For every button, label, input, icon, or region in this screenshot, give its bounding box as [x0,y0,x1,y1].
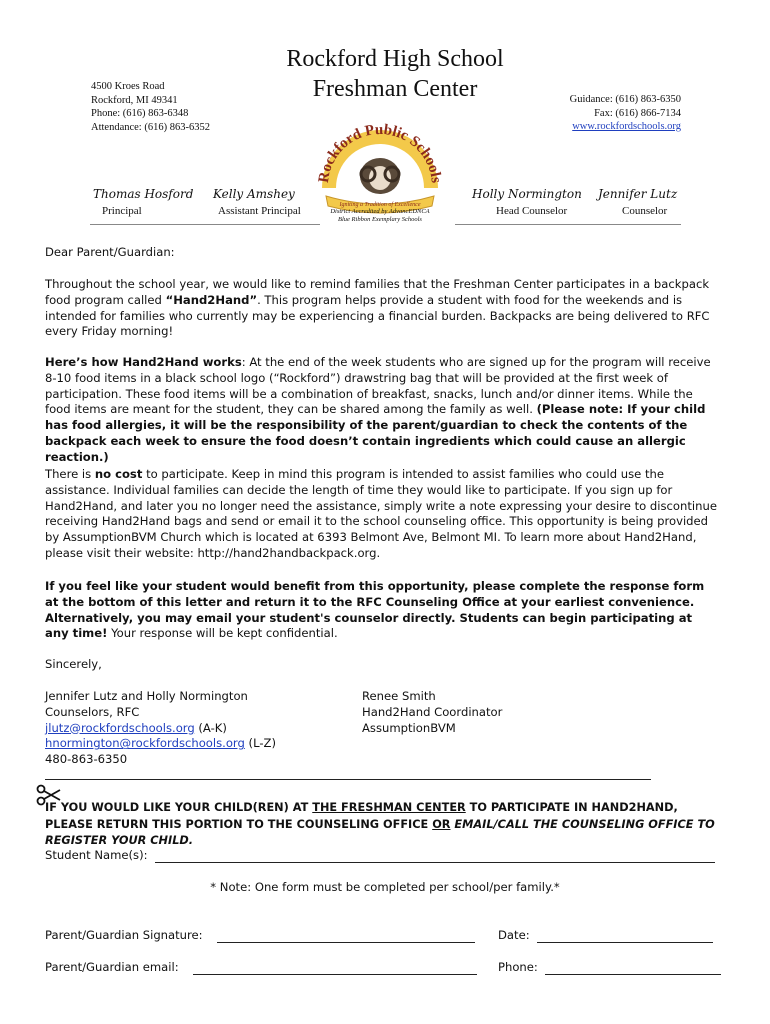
paragraph-text: There is [45,467,95,481]
email-link-normington[interactable]: hnormington@rockfordschools.org [45,736,245,751]
signer-left [45,689,276,768]
salutation: Dear Parent/Guardian: [45,245,175,259]
accreditation-line: Blue Ribbon Exemplary Schools [338,215,422,223]
paragraph-cost [45,467,717,562]
signer-right [362,689,502,736]
email-link-lutz[interactable]: jlutz@rockfordschools.org [45,720,195,735]
form-note: * Note: One form must be completed per school/per family.* [210,880,560,894]
assistant-principal-signature: Kelly Amshey [213,187,295,201]
coordinator-org: AssumptionBVM [362,720,456,735]
email-label: Parent/Guardian email: [45,960,179,974]
logo-text: Rockford Public Schools [315,121,444,184]
date-label: Date: [498,928,530,942]
accreditation-line: District Accredited by AdvancEDNCA [330,208,430,215]
fax-number: Fax: (616) 866-7134 [594,107,681,119]
signature-label: Parent/Guardian Signature: [45,928,203,942]
header-divider-left [90,224,320,225]
guidance-contact [481,93,681,134]
paragraph-how-it-works [45,355,717,466]
counselor-signature: Jennifer Lutz [598,187,678,201]
email-range: (L-Z) [244,736,276,751]
website-link[interactable]: www.rockfordschools.org [572,121,681,132]
assistant-principal-role: Assistant Principal [218,205,301,217]
center-name: Freshman Center [312,76,478,102]
counselor-names: Jennifer Lutz and Holly Normington [45,689,248,703]
accreditation [318,208,442,223]
phone-label: Phone: [498,960,538,974]
paragraph-text: . This program helps provide a student with food for the weekends and is intended for families who currently may be experiencing a financial burden. Backpacks are being delivered to RFC every Friday morning! [45,292,710,339]
paragraph-text: : At the end of the week students who are signed up for the program will receive 8-10 food items in a black school logo (“Rockford”) drawstring bag that will be provided at the first week of participation. These food items will be a combination of breakfast, snacks, lunch and/or dinner items. While the food items are meant for the student, they can be shared among the family as well. [45,355,711,417]
instruction-underline: OR [432,817,451,831]
date-field[interactable] [537,928,713,943]
cut-line [45,779,651,780]
paragraph-text: to participate. Keep in mind this program is intended to assist families who could use the assistance. Individual families can decide the length of time they would like to participate. If you sign up for Hand2Hand, and later you no longer need the assistance, simply write a note expressing your desire to discontinue receiving Hand2Hand bags and send or email it to the school counseling office. This opportunity is being provided by AssumptionBVM Church which is located at 6393 Belmont Ave, Belmont MI. To learn more about Hand2Hand, please visit their website: http://hand2handbackpack.org. [45,467,717,560]
student-name-field[interactable] [155,848,715,863]
paragraph-heading: Here’s how Hand2Hand works [45,355,242,369]
head-counselor-signature: Holly Normington [472,187,582,201]
school-name: Rockford High School [286,46,504,72]
head-counselor-role: Head Counselor [496,205,568,217]
address-line: Phone: (616) 863-6348 [91,108,189,119]
guidance-phone: Guidance: (616) 863-6350 [569,94,681,105]
paragraph-intro [45,277,717,340]
counselor-title: Counselors, RFC [45,704,140,719]
paragraph-text: Your response will be kept confidential. [107,626,338,641]
principal-signature: Thomas Hosford [93,187,194,201]
address-line: Attendance: (616) 863-6352 [91,121,210,133]
paragraph-call-to-action [45,579,717,642]
no-cost-emphasis: no cost [94,467,143,481]
phone-field[interactable] [545,960,721,975]
email-range: (A-K) [194,720,227,735]
coordinator-name: Renee Smith [362,689,436,703]
call-to-action-text: If you feel like your student would benefit from this opportunity, please complete the response form at the bottom of this letter and return it to the RFC Counseling Office at your earliest convenience. Alternatively, you may email your student's counselor directly. Students can begin participating at any time! [45,579,705,641]
address-line: 4500 Kroes Road [91,81,165,92]
return-instructions [45,800,717,850]
student-name-label: Student Name(s): [45,848,148,862]
closing: Sincerely, [45,657,102,671]
logo-motto: Igniting a Tradition of Excellence [339,202,421,208]
instruction-text: IF YOU WOULD LIKE YOUR CHILD(REN) AT [45,801,313,814]
header-divider-right [455,224,681,225]
instruction-text: EMAIL/CALL THE COUNSELING OFFICE TO REGISTER YOUR CHILD. [45,817,715,847]
program-name: “Hand2Hand” [165,292,258,307]
signature-field[interactable] [217,928,475,943]
school-address [91,80,210,134]
address-line: Rockford, MI 49341 [91,94,178,106]
paragraph-text: Throughout the school year, we would like to remind families that the Freshman Center participates in a backpack food program called [45,277,710,307]
email-field[interactable] [193,960,477,975]
coordinator-title: Hand2Hand Coordinator [362,704,503,719]
counselor-role: Counselor [622,205,668,217]
principal-role: Principal [102,205,142,217]
allergy-note: (Please note: If your child has food allergies, it will be the responsibility of the parent/guardian to check the contents of the backpack each week to ensure the food doesn’t contain ingredients which could cause an allergic reaction.) [45,402,706,464]
instruction-underline: THE FRESHMAN CENTER [312,801,466,814]
counselor-phone: 480-863-6350 [45,752,128,767]
instruction-text: TO PARTICIPATE IN HAND2HAND, PLEASE RETURN THIS PORTION TO THE COUNSELING OFFICE [45,801,678,831]
